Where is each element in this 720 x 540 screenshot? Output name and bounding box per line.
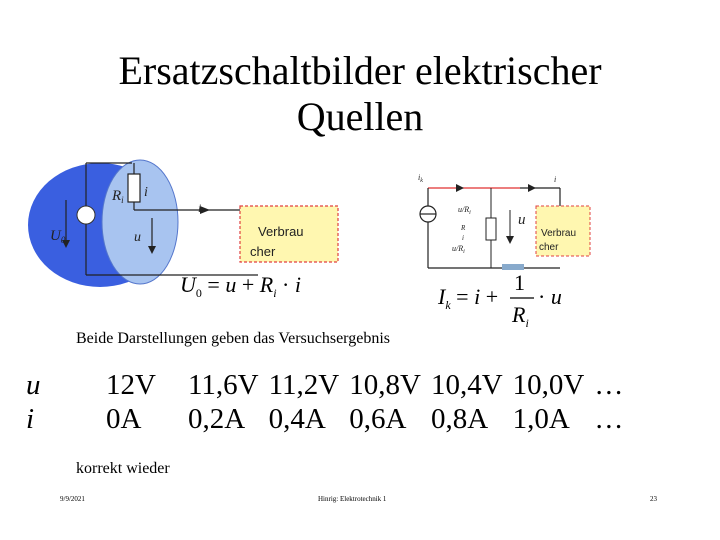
u0-label: $U_0$ bbox=[50, 228, 66, 245]
svg-text:1: 1 bbox=[514, 270, 525, 295]
title-line-1: Ersatzschaltbilder elektrischer bbox=[118, 48, 602, 93]
parallel-resistor bbox=[486, 218, 496, 240]
table-row bbox=[22, 402, 629, 436]
values-table bbox=[22, 368, 629, 436]
i-label-right: i bbox=[554, 175, 557, 184]
u-label-right: u bbox=[518, 212, 526, 228]
u-over-ri-bottom: $u/R_i$ bbox=[452, 244, 465, 255]
row-label-i: i bbox=[26, 403, 35, 435]
table-cell: … bbox=[594, 403, 624, 435]
svg-text:· u: · u bbox=[538, 284, 562, 309]
svg-text:Ik = i +: $I_k = i$ + bbox=[438, 284, 499, 312]
table-cell: 0,2A bbox=[188, 403, 246, 435]
title-line-2: Quellen bbox=[296, 94, 424, 139]
formula-u0: $U_0 = u + R_i \cdot i$ bbox=[180, 272, 301, 300]
svg-text:Ri: $R_i$ bbox=[512, 302, 529, 330]
ik-label: $i_k$ bbox=[418, 173, 423, 184]
consumer-right-line2: cher bbox=[539, 242, 559, 253]
i-label: i bbox=[198, 201, 202, 215]
footer-date: 9/9/2021 bbox=[60, 495, 85, 503]
table-cell: 0,4A bbox=[268, 403, 326, 435]
ri-current-label: i bbox=[144, 185, 148, 200]
current-arrow bbox=[200, 206, 210, 214]
caption: Beide Darstellungen geben das Versuchsergebnis bbox=[76, 330, 390, 347]
table-cell: … bbox=[594, 369, 624, 401]
table-cell: 0A bbox=[106, 403, 142, 435]
ri-label: $R_i$ bbox=[112, 188, 124, 205]
consumer-label-line1: Verbrau bbox=[258, 224, 304, 239]
u-label: u bbox=[134, 230, 141, 245]
consumer-label-line2: cher bbox=[250, 244, 276, 259]
formula-ik bbox=[437, 270, 562, 330]
footer-center: Hinrig: Elektrotechnik 1 bbox=[318, 495, 387, 503]
row-label-u: u bbox=[26, 369, 41, 401]
table-row bbox=[22, 368, 629, 402]
bottom-text: korrekt wieder bbox=[76, 460, 170, 477]
r-label: R bbox=[461, 224, 466, 232]
r-sub-label: i bbox=[462, 234, 464, 242]
u-over-ri-top: $u/R_i$ bbox=[458, 205, 471, 216]
current-source-circuit bbox=[418, 173, 590, 330]
internal-resistor bbox=[128, 174, 140, 202]
footer-page-number: 23 bbox=[650, 495, 657, 503]
table-cell: 10,0V bbox=[512, 369, 585, 401]
table-cell: 0,8A bbox=[430, 403, 489, 435]
voltage-source-symbol bbox=[77, 206, 95, 224]
table-cell: 10,4V bbox=[430, 369, 503, 401]
table-cell: 11,6V bbox=[188, 369, 259, 401]
i-arrow-right bbox=[528, 184, 536, 192]
table-cell: 11,2V bbox=[268, 369, 340, 401]
voltage-source-circuit bbox=[28, 160, 338, 300]
consumer-right-line1: Verbrau bbox=[541, 228, 577, 239]
table-cell: 10,8V bbox=[349, 369, 421, 401]
u-arrow-right bbox=[506, 236, 514, 244]
ik-arrow bbox=[456, 184, 464, 192]
table-cell: 0,6A bbox=[349, 403, 407, 435]
table-cell: 1,0A bbox=[512, 403, 570, 435]
table-cell: 12V bbox=[106, 369, 156, 401]
